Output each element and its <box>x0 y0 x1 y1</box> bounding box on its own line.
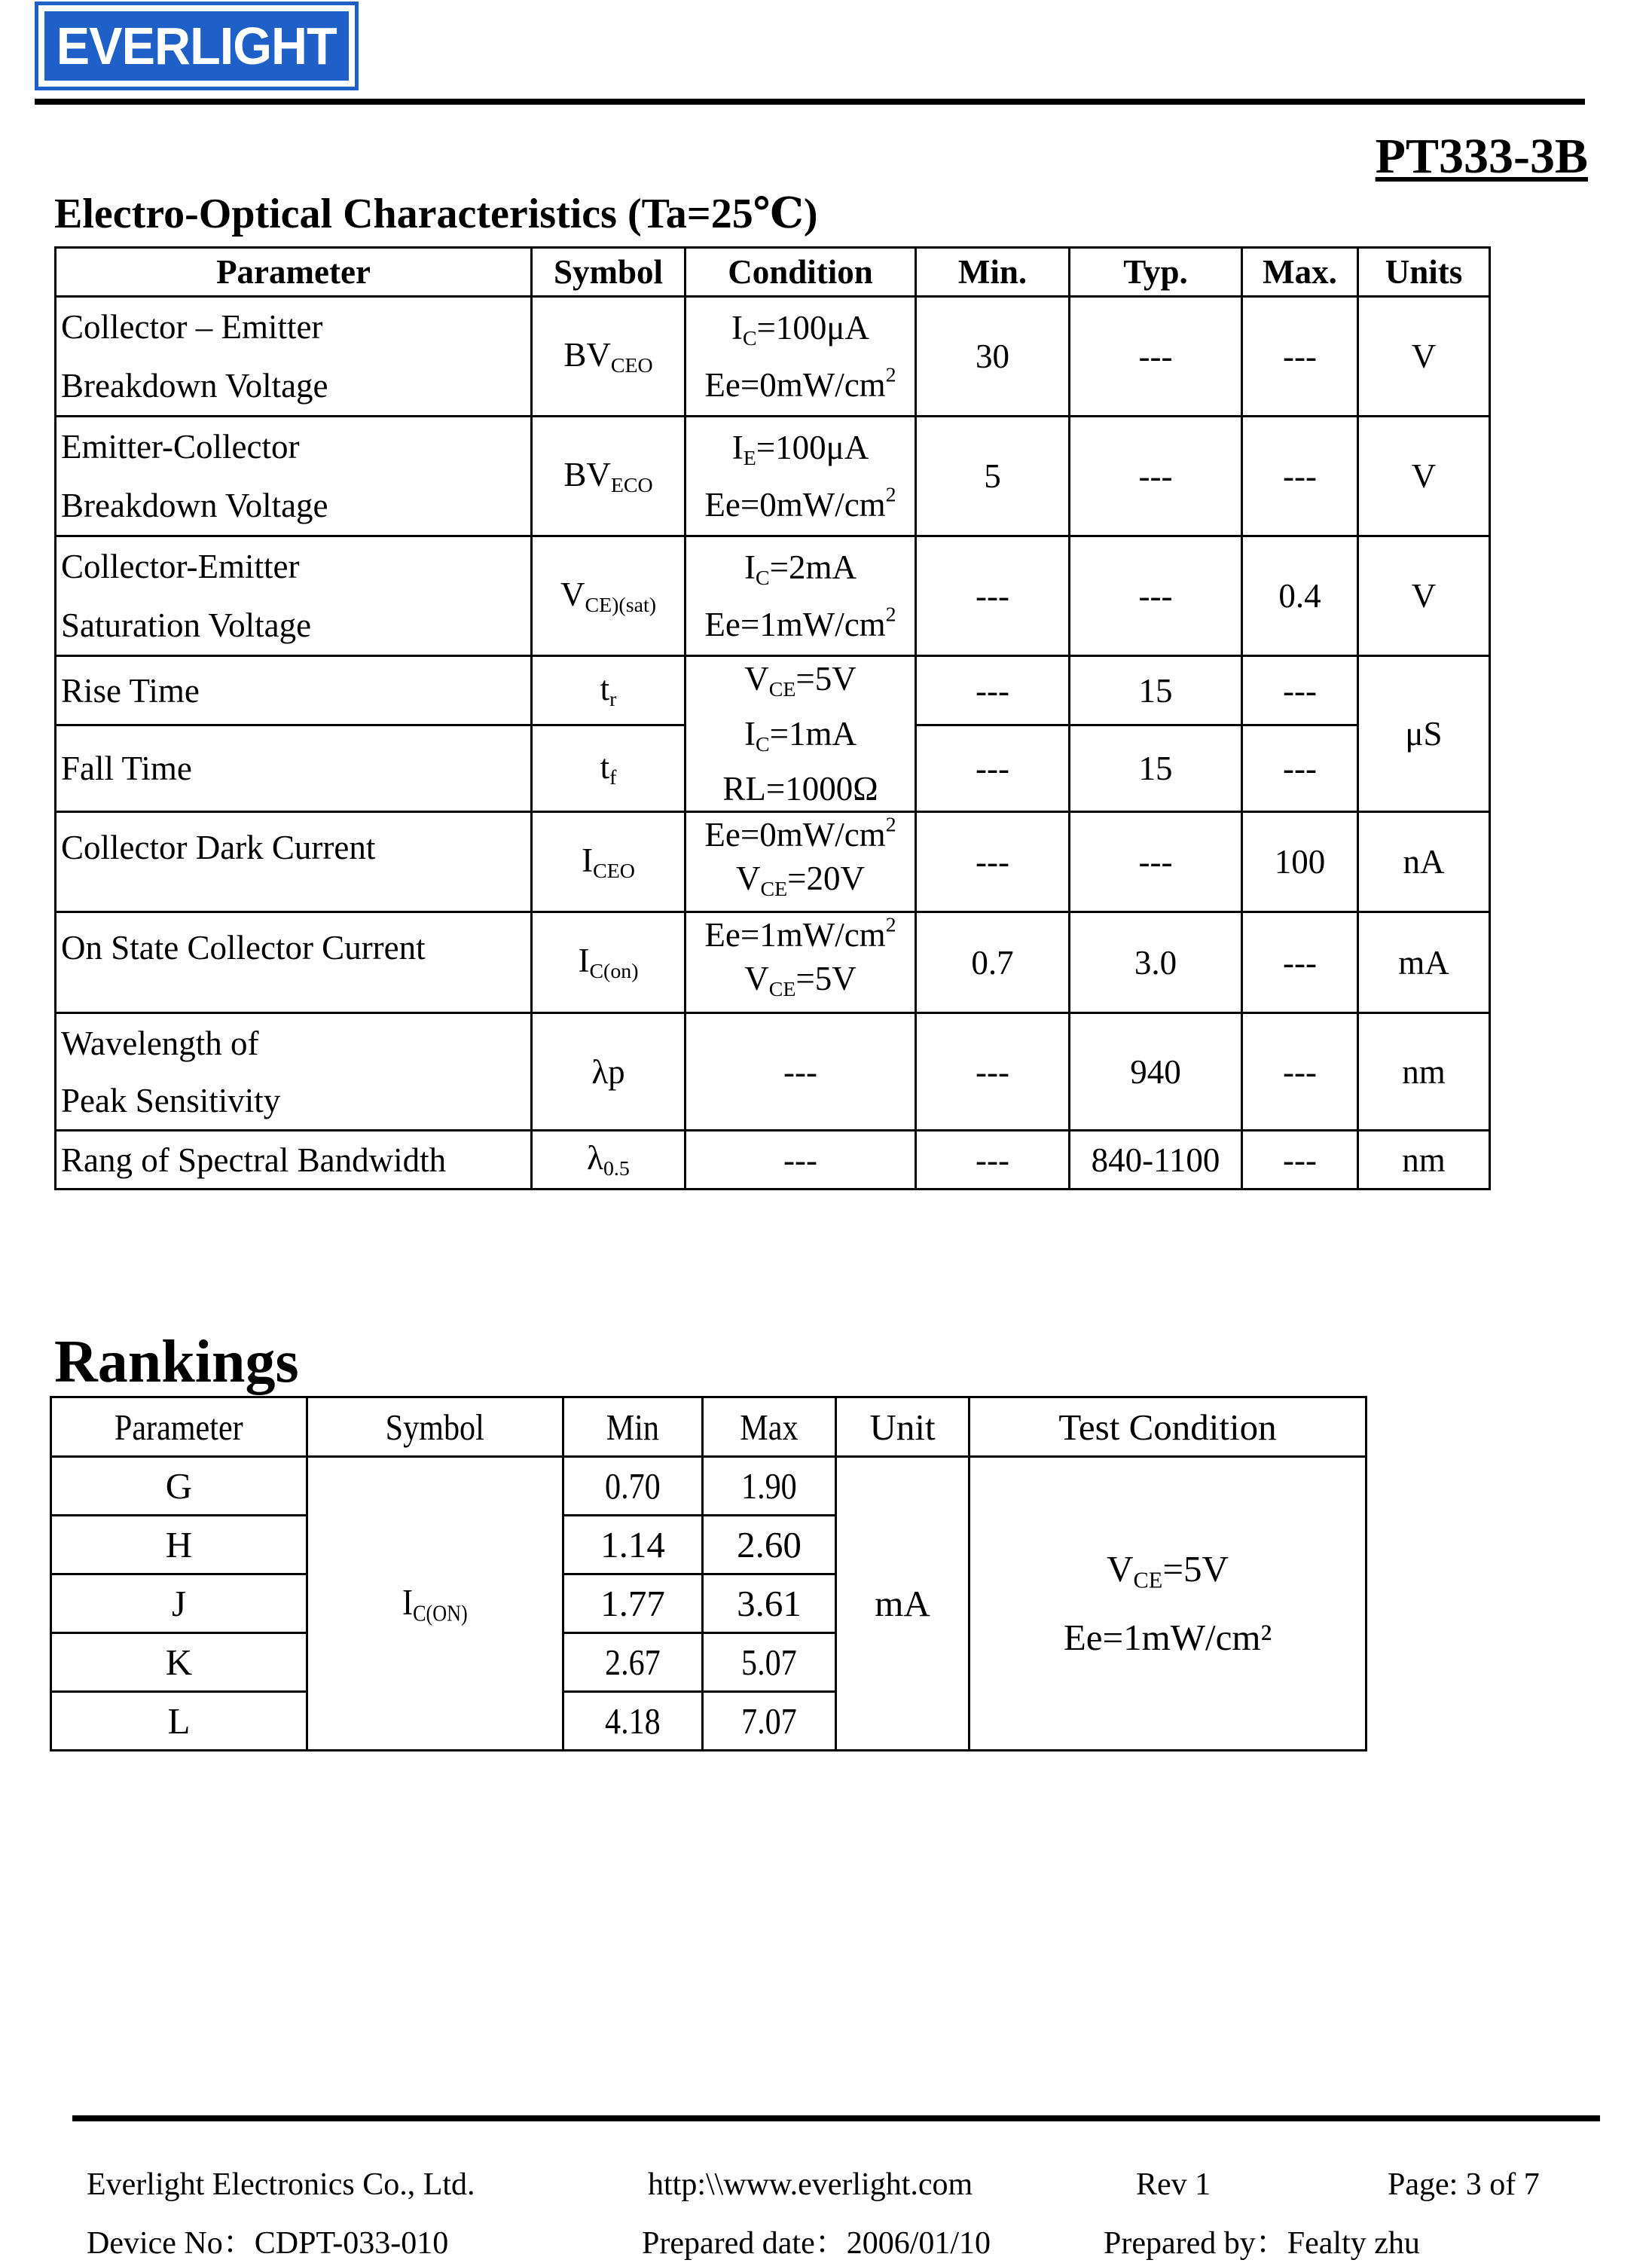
min-cell: --- <box>916 1131 1070 1190</box>
rank-condition: $V_{CE}=5V$ Ee=1mW/cm² <box>970 1457 1366 1751</box>
table-header-row <box>51 1397 1366 1457</box>
header-cell: Symbol <box>307 1397 563 1457</box>
condition-cell: --- <box>686 1131 916 1190</box>
param-cell: Fall Time <box>56 725 532 811</box>
header-rule <box>35 99 1585 105</box>
unit-cell: mA <box>1358 912 1490 1013</box>
max-cell: --- <box>1242 725 1358 811</box>
rankings-table <box>50 1396 1367 1751</box>
rank-symbol: $I_{C(ON)}$ <box>307 1457 563 1751</box>
table-row <box>56 297 1490 417</box>
rank-param: G <box>51 1457 307 1516</box>
condition-cell: $I_E=100\mu A$ $Ee=0mW/cm^2$ <box>686 417 916 536</box>
symbol-cell: $I_{C(on)}$ <box>532 912 686 1013</box>
rank-param: K <box>51 1633 307 1692</box>
param-line: Collector – Emitter <box>61 308 323 346</box>
min-cell: 0.7 <box>916 912 1070 1013</box>
typ-cell: --- <box>1070 417 1242 536</box>
company-logo <box>35 2 359 90</box>
unit-cell: μS <box>1358 656 1490 812</box>
typ-cell: 3.0 <box>1070 912 1242 1013</box>
param-cell <box>56 536 532 656</box>
rank-min: 0.70 <box>563 1457 703 1516</box>
table-row <box>56 1131 1490 1190</box>
max-cell: --- <box>1242 1013 1358 1131</box>
symbol-cell: $t_r$ <box>532 656 686 725</box>
param-line: Emitter-Collector <box>61 428 300 466</box>
footer-prepared-by: Prepared by：Fealty zhu <box>1104 2226 1420 2261</box>
rank-min: 1.14 <box>563 1516 703 1574</box>
param-cell: Rise Time <box>56 656 532 725</box>
min-cell: --- <box>916 1013 1070 1131</box>
param-line: Peak Sensitivity <box>61 1081 281 1119</box>
header-cell: Unit <box>836 1397 970 1457</box>
rank-max: 1.90 <box>703 1457 836 1516</box>
rank-min: 1.77 <box>563 1574 703 1633</box>
footer-rule <box>72 2115 1600 2121</box>
rank-max: 7.07 <box>703 1692 836 1751</box>
rank-max: 3.61 <box>703 1574 836 1633</box>
symbol-cell: $V_{CE)(sat)}$ <box>532 536 686 656</box>
rank-max: 5.07 <box>703 1633 836 1692</box>
footer-company: Everlight Electronics Co., Ltd. <box>87 2167 475 2202</box>
table-row <box>51 1457 1366 1516</box>
rank-param: J <box>51 1574 307 1633</box>
param-cell <box>56 297 532 417</box>
header-cell: Condition <box>686 248 916 297</box>
table-row <box>56 417 1490 536</box>
param-line: Saturation Voltage <box>61 606 312 644</box>
max-cell: --- <box>1242 417 1358 536</box>
rank-min: 4.18 <box>563 1692 703 1751</box>
symbol-cell: $BV_{CEO}$ <box>532 297 686 417</box>
min-cell: --- <box>916 811 1070 912</box>
footer-rev: Rev 1 <box>1136 2167 1211 2202</box>
condition-cell: $I_C=100\mu A$ $Ee=0mW/cm^2$ <box>686 297 916 417</box>
typ-cell: --- <box>1070 536 1242 656</box>
unit-cell: V <box>1358 297 1490 417</box>
symbol-cell: $I_{CEO}$ <box>532 811 686 912</box>
unit-cell: nA <box>1358 811 1490 912</box>
param-cell: On State Collector Current <box>56 912 532 1013</box>
typ-cell: 15 <box>1070 656 1242 725</box>
header-cell: Parameter <box>51 1397 307 1457</box>
symbol-cell: $\lambda_{0.5}$ <box>532 1131 686 1190</box>
header-cell: Min <box>563 1397 703 1457</box>
symbol-cell: λp <box>532 1013 686 1131</box>
footer-device-no: Device No：CDPT-033-010 <box>87 2226 449 2261</box>
table-header-row <box>56 248 1490 297</box>
param-cell: Collector Dark Current <box>56 811 532 912</box>
min-cell: --- <box>916 725 1070 811</box>
max-cell: --- <box>1242 656 1358 725</box>
min-cell: 30 <box>916 297 1070 417</box>
symbol-cell: $BV_{ECO}$ <box>532 417 686 536</box>
max-cell: --- <box>1242 297 1358 417</box>
rank-param: H <box>51 1516 307 1574</box>
typ-cell: 940 <box>1070 1013 1242 1131</box>
min-cell: --- <box>916 536 1070 656</box>
eo-characteristics-table <box>54 246 1491 1190</box>
table-row <box>56 656 1490 725</box>
header-cell: Test Condition <box>970 1397 1366 1457</box>
footer-prepared-date: Prepared date：2006/01/10 <box>642 2226 991 2261</box>
unit-cell: nm <box>1358 1131 1490 1190</box>
max-cell: 100 <box>1242 811 1358 912</box>
typ-cell: --- <box>1070 297 1242 417</box>
table-row <box>56 811 1490 912</box>
typ-cell: --- <box>1070 811 1242 912</box>
unit-cell: V <box>1358 417 1490 536</box>
param-line: Breakdown Voltage <box>61 367 328 405</box>
symbol-cell: $t_f$ <box>532 725 686 811</box>
unit-cell: nm <box>1358 1013 1490 1131</box>
condition-cell: $Ee=0mW/cm^2$ $V_{CE}=20V$ <box>686 811 916 912</box>
max-cell: --- <box>1242 912 1358 1013</box>
part-number: PT333-3B <box>1375 129 1588 184</box>
header-cell: Typ. <box>1070 248 1242 297</box>
param-cell <box>56 1013 532 1131</box>
unit-cell: V <box>1358 536 1490 656</box>
param-line: Collector-Emitter <box>61 548 300 585</box>
table-row <box>56 536 1490 656</box>
condition-cell: $Ee=1mW/cm^2$ $V_{CE}=5V$ <box>686 912 916 1013</box>
max-cell: 0.4 <box>1242 536 1358 656</box>
header-cell: Min. <box>916 248 1070 297</box>
param-line: Wavelength of <box>61 1024 259 1062</box>
condition-cell: $V_{CE}=5V$ $I_C=1mA$ RL=1000Ω <box>686 656 916 812</box>
rank-param: L <box>51 1692 307 1751</box>
param-cell <box>56 417 532 536</box>
max-cell: --- <box>1242 1131 1358 1190</box>
min-cell: 5 <box>916 417 1070 536</box>
rank-unit: mA <box>836 1457 970 1751</box>
header-cell: Units <box>1358 248 1490 297</box>
header-cell: Max <box>703 1397 836 1457</box>
rank-min: 2.67 <box>563 1633 703 1692</box>
condition-cell: --- <box>686 1013 916 1131</box>
condition-cell: $I_C=2mA$ $Ee=1mW/cm^2$ <box>686 536 916 656</box>
header-cell: Parameter <box>56 248 532 297</box>
typ-cell: 840-1100 <box>1070 1131 1242 1190</box>
rank-max: 2.60 <box>703 1516 836 1574</box>
footer-page: Page: 3 of 7 <box>1388 2167 1540 2202</box>
table-row <box>56 1013 1490 1131</box>
table-row <box>56 912 1490 1013</box>
eo-section-title: Electro-Optical Characteristics (Ta=25℃) <box>54 191 818 237</box>
footer-url[interactable]: http:\\www.everlight.com <box>648 2167 973 2202</box>
header-cell: Max. <box>1242 248 1358 297</box>
rankings-title: Rankings <box>54 1329 299 1395</box>
min-cell: --- <box>916 656 1070 725</box>
typ-cell: 15 <box>1070 725 1242 811</box>
logo-text: EVERLIGHT <box>56 17 337 75</box>
param-cell: Rang of Spectral Bandwidth <box>56 1131 532 1190</box>
param-line: Breakdown Voltage <box>61 487 328 524</box>
header-cell: Symbol <box>532 248 686 297</box>
